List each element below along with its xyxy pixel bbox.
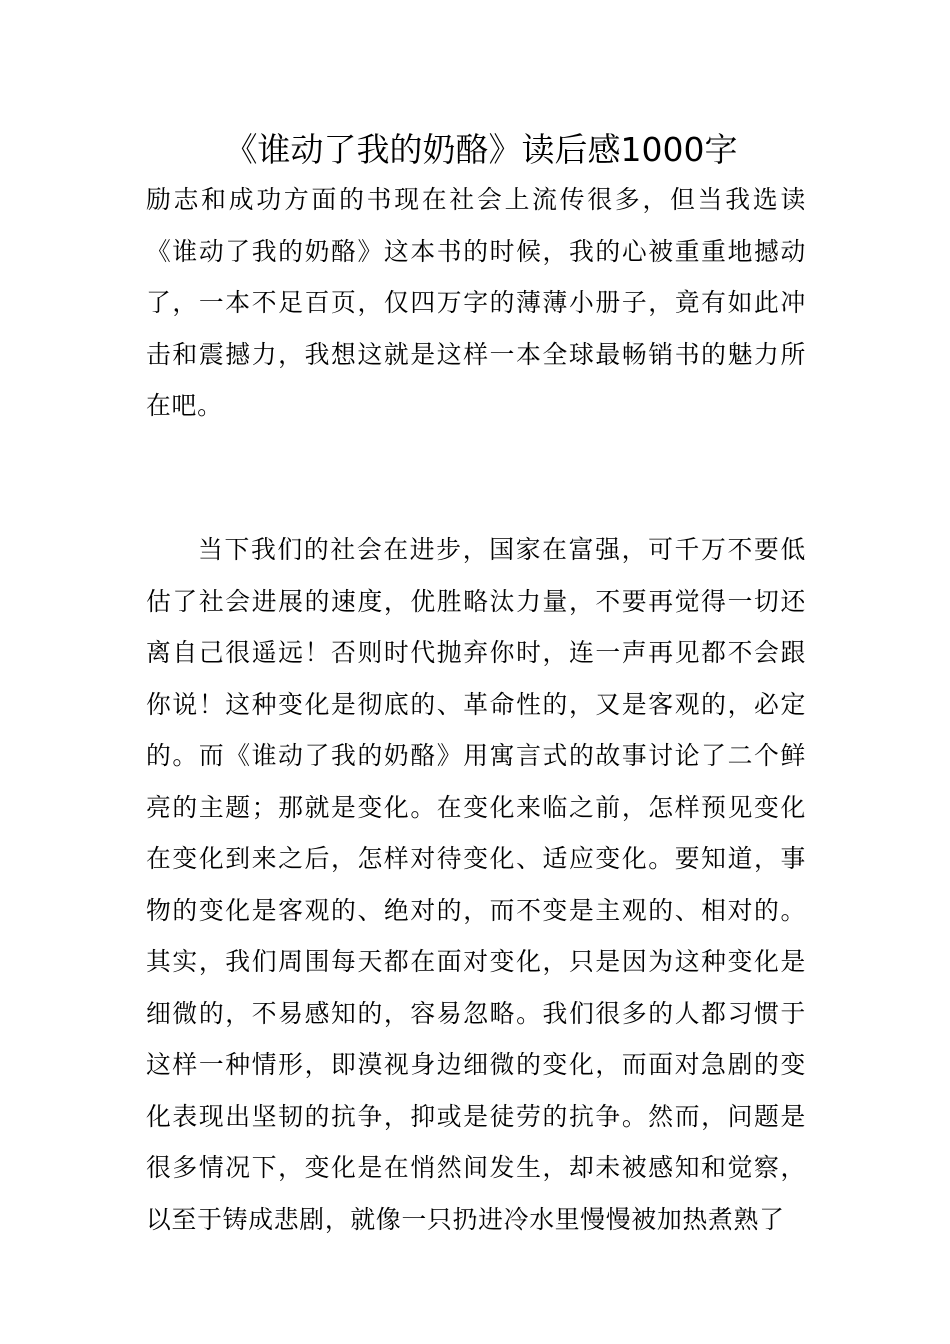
document-title: 《谁动了我的奶酪》读后感1000字: [224, 130, 738, 169]
paragraph-intro: 励志和成功方面的书现在社会上流传很多，但当我选读《谁动了我的奶酪》这本书的时候，我的心被重重地撼动了，一本不足百页，仅四万字的薄薄小册子，竟有如此冲击和震撼力，我想这就是这样一本全球最畅销书的魅力所在吧。: [146, 185, 806, 420]
paragraph-body: 当下我们的社会在进步，国家在富强，可千万不要低估了社会进展的速度，优胜略汰力量，不要再觉得一切还离自己很遥远！否则时代抛弃你时，连一声再见都不会跟你说！这种变化是彻底的、革命性的，又是客观的，必定的。而《谁动了我的奶酪》用寓言式的故事讨论了二个鲜亮的主题；那就是变化。在变化来临之前，怎样预见变化在变化到来之后，怎样对待变化、适应变化。要知道，事物的变化是客观的、绝对的，而不变是主观的、相对的。其实，我们周围每天都在面对变化，只是因为这种变化是细微的，不易感知的，容易忽略。我们很多的人都习惯于这样一种情形，即漠视身边细微的变化，而面对急剧的变化表现出坚韧的抗争，抑或是徒劳的抗争。然而，问题是很多情况下，变化是在悄然间发生，却未被感知和觉察，以至于铸成悲剧，就像一只扔进冷水里慢慢被加热煮熟了: [146, 535, 806, 1234]
